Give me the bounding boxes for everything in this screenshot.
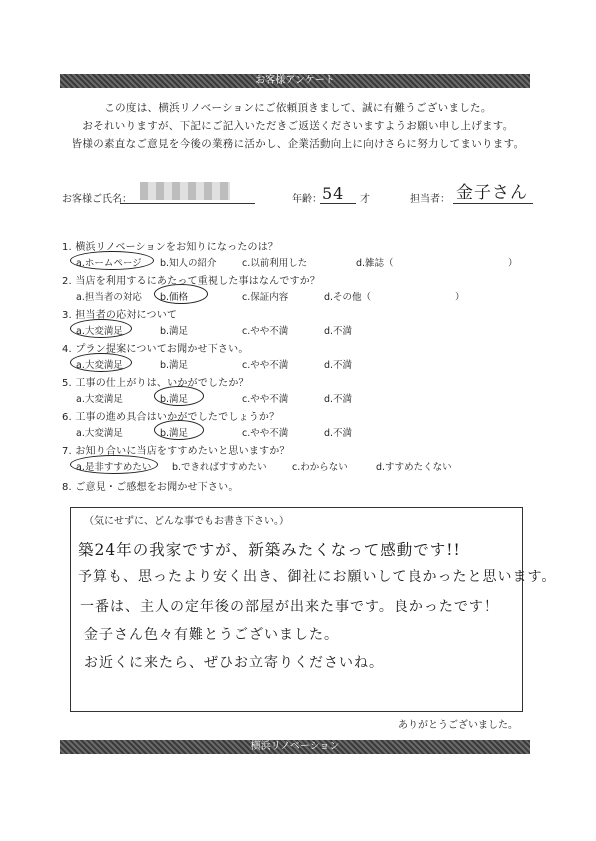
question-8: 8. ご意見・ご感想をお聞かせ下さい。	[62, 482, 239, 493]
q6-option-d[interactable]: d.不満	[324, 428, 353, 439]
question-6: 6. 工事の進め具合はいかがでしたでしょうか？	[62, 412, 280, 423]
question-4: 4. プラン提案についてお聞かせ下さい。	[62, 344, 249, 355]
intro-line-3: 皆様の素直なご意見を今後の業務に活かし、企業活動向上に向けさらに努力してまいります。	[71, 138, 525, 150]
q5-option-a[interactable]: a.大変満足	[76, 394, 123, 405]
comment-line-5: お近くに来たら、ぜひお立寄りくださいね。	[84, 655, 384, 671]
q1-option-a[interactable]: a.ホームページ	[76, 258, 142, 269]
comment-line-3: 一番は、主人の定年後の部屋が出来た事です。良かったです！	[80, 599, 499, 615]
q6-option-a[interactable]: a.大変満足	[76, 428, 123, 439]
intro-line-2: おそれいりますが、下記にご記入いただきご返送くださいますようお願い申し上げます。	[82, 120, 514, 132]
q2-option-d[interactable]: d.その他（	[324, 292, 372, 303]
q3-option-b[interactable]: b.満足	[160, 326, 189, 337]
q7-option-d[interactable]: d.すすめたくない	[376, 462, 452, 473]
customer-name-label: お客様ご氏名：	[62, 194, 132, 205]
q4-option-c[interactable]: c.やや不満	[242, 360, 289, 371]
q6-option-c[interactable]: c.やや不満	[242, 428, 289, 439]
age-label: 年齢：	[292, 194, 322, 205]
q7-selected-circle	[70, 455, 158, 474]
q1-option-d-close: ）	[508, 258, 518, 269]
question-7: 7. お知り合いに当店をすすめたいと思いますか？	[62, 446, 290, 457]
age-unit: 才	[360, 194, 370, 205]
q6-selected-circle	[154, 420, 204, 440]
q1-option-d[interactable]: d.雑誌（	[356, 258, 394, 269]
q2-option-c[interactable]: c.保証内容	[242, 292, 289, 303]
q4-option-b[interactable]: b.満足	[160, 360, 189, 371]
age-underline	[320, 203, 356, 204]
q2-option-d-close: ）	[455, 292, 465, 303]
footer-title-bar	[60, 740, 530, 754]
age-value: 54	[322, 184, 345, 203]
q5-option-c[interactable]: c.やや不満	[242, 394, 289, 405]
q4-option-a[interactable]: a.大変満足	[76, 360, 123, 371]
q3-selected-circle	[70, 319, 132, 338]
q4-option-d[interactable]: d.不満	[324, 360, 353, 371]
question-1: 1. 横浜リノベーションをお知りになったのは？	[62, 242, 279, 253]
redacted-name-mask	[140, 182, 230, 200]
q3-option-a[interactable]: a.大変満足	[76, 326, 123, 337]
q3-option-c[interactable]: c.やや不満	[242, 326, 289, 337]
q2-selected-circle	[154, 284, 208, 304]
staff-underline	[453, 203, 533, 204]
q3-option-d[interactable]: d.不満	[324, 326, 353, 337]
question-2: 2. 当店を利用するにあたって重視した事はなんですか？	[62, 276, 321, 287]
comment-line-1: 築24年の我家ですが、新築みたくなって感動です!!	[78, 541, 461, 559]
q2-option-b[interactable]: b.価格	[160, 292, 189, 303]
comment-line-2: 予算も、思ったより安く出き、御社にお願いして良かったと思います。	[78, 569, 557, 585]
q1-option-c[interactable]: c.以前利用した	[242, 258, 308, 269]
staff-value: 金子さん	[456, 183, 528, 203]
q5-option-b[interactable]: b.満足	[160, 394, 189, 405]
comment-prompt: （気にせずに、どんな事でもお書き下さい。）	[84, 516, 289, 527]
thanks-text: ありがとうございました。	[398, 720, 518, 731]
intro-line-1: この度は、横浜リノベーションにご依頼頂きまして、誠に有難うございました。	[104, 102, 492, 114]
q7-option-b[interactable]: b.できればすすめたい	[172, 462, 267, 473]
q7-option-a[interactable]: a.是非すすめたい	[76, 462, 152, 473]
q2-option-a[interactable]: a.担当者の対応	[76, 292, 142, 303]
question-5: 5. 工事の仕上がりは、いかがでしたか？	[62, 378, 249, 389]
header-title: お客様アンケート	[255, 75, 335, 86]
question-3: 3. 担当者の応対について	[62, 310, 178, 321]
customer-name-underline	[120, 203, 255, 204]
header-title-bar	[60, 74, 530, 88]
staff-label: 担当者：	[410, 194, 450, 205]
q5-selected-circle	[154, 386, 204, 406]
q1-selected-circle	[70, 251, 154, 270]
footer-title: 横浜リノベーション	[250, 741, 340, 752]
q6-option-b[interactable]: b.満足	[160, 428, 189, 439]
q7-option-c[interactable]: c.わからない	[292, 462, 348, 473]
q1-option-b[interactable]: b.知人の紹介	[160, 258, 217, 269]
q4-selected-circle	[70, 353, 132, 372]
q5-option-d[interactable]: d.不満	[324, 394, 353, 405]
comment-line-4: 金子さん色々有難とうございました。	[84, 627, 339, 643]
